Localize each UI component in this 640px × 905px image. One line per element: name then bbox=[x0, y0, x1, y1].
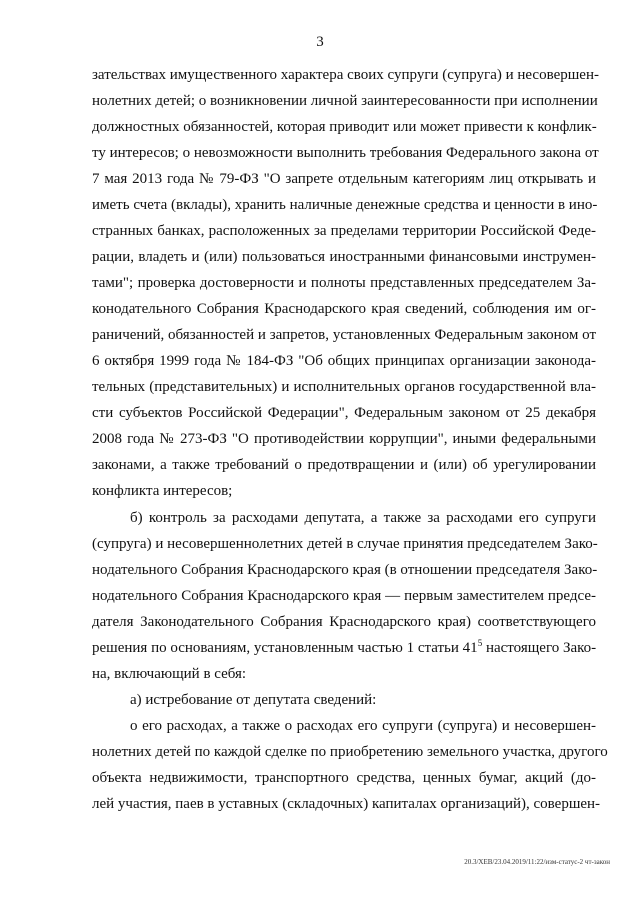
text-line: зательствах имущественного характера своих супруги (супруга) и несовершен- bbox=[92, 67, 599, 83]
document-body bbox=[92, 62, 608, 817]
text-line: законами, а также требований о предотвращении и (или) об урегулировании bbox=[92, 457, 596, 473]
text-line: странных банках, расположенных за пределами территории Российской Феде- bbox=[92, 223, 596, 239]
text-line: (супруга) и несовершеннолетних детей в случае принятия председателем Зако- bbox=[92, 536, 598, 552]
text-line: 2008 года № 273-ФЗ "О противодействии коррупции", иными федеральными bbox=[92, 431, 596, 447]
text-line: рации, владеть и (или) пользоваться иностранными финансовыми инструмен- bbox=[92, 249, 596, 265]
text-line: раничений, обязанностей и запретов, установленных Федеральным законом от bbox=[92, 327, 596, 343]
text-line: нодательного Собрания Краснодарского края (в отношении председателя Зако- bbox=[92, 562, 598, 578]
text-line: должностных обязанностей, которая приводит или может привести к конфлик- bbox=[92, 119, 597, 135]
text-line-head: решения по основаниям, установленным частью 1 статьи 41 bbox=[92, 640, 478, 656]
text-line-paragraph-start: о его расходах, а также о расходах его супруги (супруга) и несовершен- bbox=[130, 718, 596, 734]
text-line-paragraph-end: конфликта интересов; bbox=[92, 483, 233, 499]
article-superscript: 5 bbox=[477, 638, 483, 648]
text-line-tail: настоящего Зако- bbox=[482, 640, 597, 656]
text-line: тами"; проверка достоверности и полноты представленных председателем За- bbox=[92, 275, 596, 291]
text-line: сти субъектов Российской Федерации", Федеральным законом от 25 декабря bbox=[92, 405, 596, 421]
text-line-with-superscript bbox=[92, 635, 596, 661]
text-line: тельных (представительных) и исполнительных органов государственной вла- bbox=[92, 379, 596, 395]
text-line: нолетних детей по каждой сделке по приобретению земельного участка, другого bbox=[92, 744, 608, 760]
text-line: нолетних детей; о возникновении личной заинтересованности при исполнении bbox=[92, 93, 598, 109]
document-footer-stamp: 20.3/ХЕВ/23.04.2019/11:22/изм-статус-2 чт-закон bbox=[464, 858, 610, 866]
text-line: 7 мая 2013 года № 79-ФЗ "О запрете отдельным категориям лиц открывать и bbox=[92, 171, 596, 187]
text-line-paragraph-end: на, включающий в себя: bbox=[92, 666, 247, 682]
text-line: иметь счета (вклады), хранить наличные денежные средства и ценности в ино- bbox=[92, 197, 598, 213]
text-line: ту интересов; о невозможности выполнить требования Федерального закона от bbox=[92, 145, 599, 161]
text-line: дателя Законодательного Собрания Краснодарского края) соответствующего bbox=[92, 614, 596, 630]
text-line: конодательного Собрания Краснодарского края сведений, соблюдения им ог- bbox=[92, 301, 596, 317]
text-line: лей участия, паев в уставных (складочных) капиталах организаций), совершен- bbox=[92, 796, 601, 812]
text-line-subitem: а) истребование от депутата сведений: bbox=[130, 692, 377, 708]
page-number: 3 bbox=[316, 34, 324, 50]
text-line-paragraph-start: б) контроль за расходами депутата, а также за расходами его супруги bbox=[130, 510, 596, 526]
text-line: нодательного Собрания Краснодарского края — первым заместителем предсе- bbox=[92, 588, 596, 604]
text-line: 6 октября 1999 года № 184-ФЗ "Об общих принципах организации законода- bbox=[92, 353, 596, 369]
text-line: объекта недвижимости, транспортного средства, ценных бумаг, акций (до- bbox=[92, 770, 596, 786]
